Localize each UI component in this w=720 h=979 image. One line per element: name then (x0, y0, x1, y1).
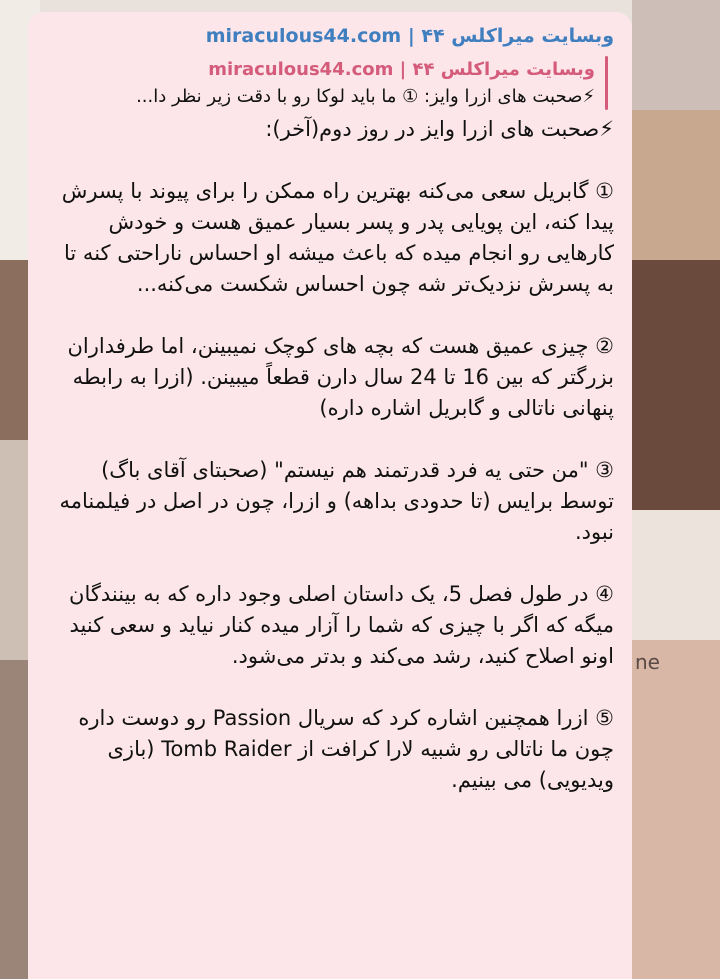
reply-domain: miraculous44.com (208, 59, 394, 80)
wallpaper-tile (632, 260, 720, 510)
wallpaper-tile (632, 110, 720, 260)
reply-quote[interactable] (42, 56, 608, 110)
wallpaper-tile (632, 640, 720, 979)
message-bubble[interactable] (28, 12, 632, 979)
channel-domain: miraculous44.com (205, 25, 402, 47)
paragraph-3: ③ "من حتی یه فرد قدرتمند هم نیستم" (صحبتای آقای باگ) توسط برایس (تا حدودی بداهه) و ازرا، چون در اصل در فیلمنامه نبود. (59, 458, 614, 544)
wallpaper-stamp-text: ne (635, 650, 660, 674)
message-heading: ⚡صحبت های ازرا وایز در روز دوم(آخر): (265, 117, 614, 141)
paragraph-5: ⑤ ازرا همچنین اشاره کرد که سریال Passion رو دوست داره چون ما ناتالی رو شبیه لارا کرافت از Tomb Raider (بازی ویدیویی) می بینیم. (71, 706, 614, 792)
channel-separator: | (407, 25, 415, 47)
paragraph-1: ① گابریل سعی می‌کنه بهترین راه ممکن را برای پیوند با پسرش پیدا کنه، این پویایی پدر و پسر بسیار عمیق هست و خودش کارهایی رو انجام میده که باعث میشه او احساس ناراحتی کنه تا به پسرش نزدیک‌تر شه چون احساس شکست می‌کنه... (55, 179, 614, 296)
wallpaper-tile (632, 0, 720, 110)
reply-sender-name (42, 56, 595, 84)
message-text (42, 114, 614, 796)
reply-quote-body (42, 56, 595, 110)
paragraph-4: ④ در طول فصل 5، یک داستان اصلی وجود داره که به بینندگان میگه که اگر با چیزی که شما را آزار میده کنار نیاید و سعی کنید اونو اصلاح کنید، رشد می‌کند و بدتر می‌شود. (62, 582, 614, 668)
paragraph-2: ② چیزی عمیق هست که بچه های کوچک نمیبینن، اما طرفداران بزرگتر که بین 16 تا 24 سال دارن قطعاً میبینن. (ازرا به رابطه پنهانی ناتالی و گابریل اشاره داره) (60, 334, 614, 420)
channel-persian-name: وبسایت میراکلس ۴۴ (421, 25, 614, 47)
reply-persian-name: وبسایت میراکلس ۴۴ (412, 59, 595, 80)
channel-name-header[interactable] (42, 22, 614, 50)
reply-accent-bar (605, 56, 608, 110)
reply-preview-text: ⚡صحبت های ازرا وایز: ① ما باید لوکا رو با دقت زیر نظر دا... (136, 86, 595, 107)
wallpaper-tile (632, 510, 720, 640)
reply-separator: | (399, 59, 407, 80)
